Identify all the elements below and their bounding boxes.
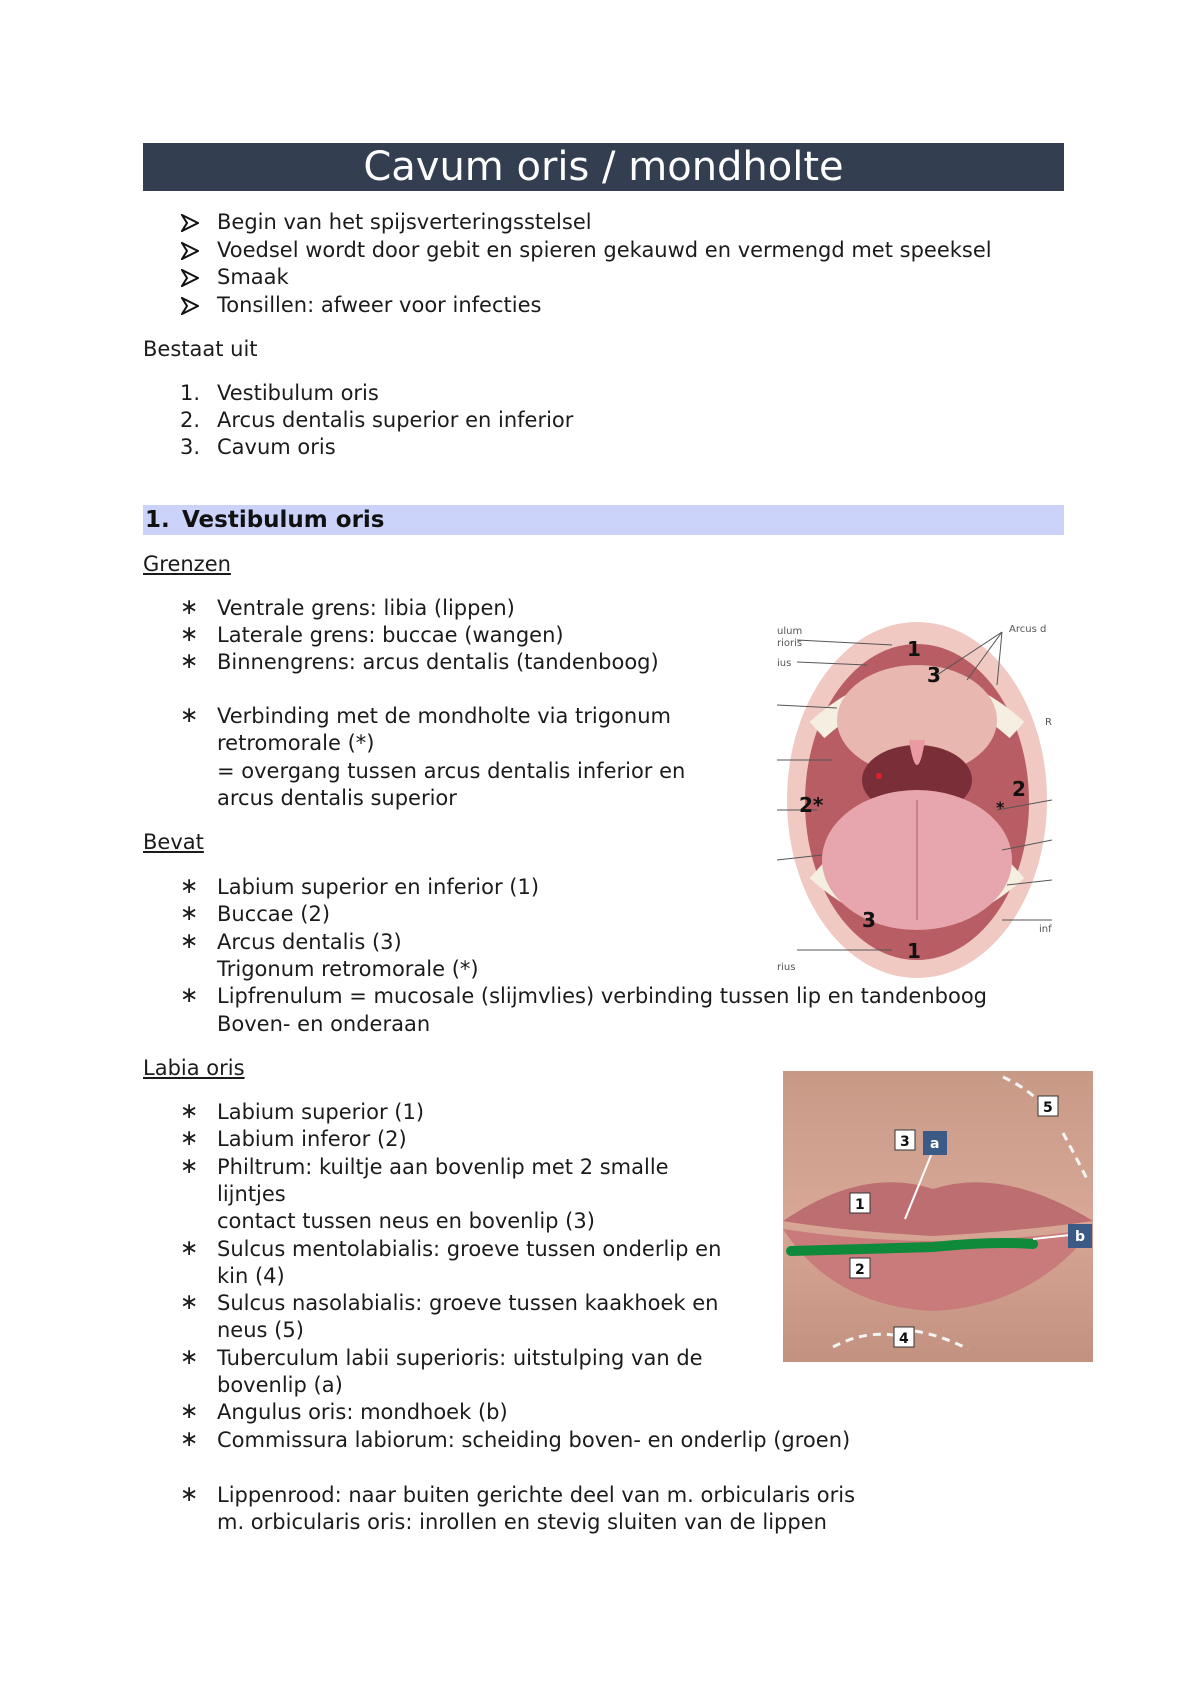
list-item: Vestibulum oris	[217, 381, 379, 405]
arrow-bullet-icon	[181, 297, 199, 315]
figure-label: 1	[907, 637, 921, 661]
asterisk-bullet-icon: ∗	[180, 1427, 199, 1452]
list-number: 1.	[180, 381, 201, 405]
list-item-continuation: contact tussen neus en bovenlip (3)	[217, 1209, 595, 1233]
list-item: Commissura labiorum: scheiding boven- en onderlip (groen)	[217, 1428, 851, 1452]
list-item: Laterale grens: buccae (wangen)	[217, 623, 564, 647]
list-item: Sulcus mentolabialis: groeve tussen onderlip en	[217, 1237, 722, 1261]
figure-label: 3	[927, 663, 941, 687]
figure-edge-text: R	[1045, 717, 1052, 728]
arrow-bullet-icon	[181, 269, 199, 287]
list-item: Labium superior en inferior (1)	[217, 875, 540, 899]
list-item: Tuberculum labii superioris: uitstulping van de	[217, 1346, 703, 1370]
asterisk-bullet-icon: ∗	[180, 1099, 199, 1124]
asterisk-bullet-icon: ∗	[180, 929, 199, 954]
figure-label: 3	[900, 1134, 910, 1150]
figure-label: 2	[1012, 777, 1026, 801]
section-heading	[143, 505, 1064, 535]
list-number: 2.	[180, 408, 201, 432]
bevat-heading: Bevat	[143, 830, 204, 854]
list-item: Ventrale grens: libia (lippen)	[217, 596, 515, 620]
labia-heading: Labia oris	[143, 1056, 245, 1080]
asterisk-bullet-icon: ∗	[180, 595, 199, 620]
asterisk-bullet-icon: ∗	[180, 622, 199, 647]
bestaat-uit-label: Bestaat uit	[143, 337, 258, 361]
figure-edge-text: ulum	[777, 626, 803, 637]
list-item: Cavum oris	[217, 435, 336, 459]
page-title: Cavum oris / mondholte	[143, 143, 1064, 191]
list-item: Verbinding met de mondholte via trigonum	[217, 704, 671, 728]
list-number: 3.	[180, 435, 201, 459]
figure-label: 2	[855, 1262, 865, 1278]
asterisk-bullet-icon: ∗	[180, 1290, 199, 1315]
list-item: Lipfrenulum = mucosale (slijmvlies) verbinding tussen lip en tandenboog	[217, 984, 988, 1008]
asterisk-bullet-icon: ∗	[180, 649, 199, 674]
open-mouth-illustration	[777, 620, 1052, 978]
figure-edge-text: Arcus d	[1009, 624, 1047, 635]
asterisk-bullet-icon: ∗	[180, 874, 199, 899]
asterisk-bullet-icon: ∗	[180, 901, 199, 926]
asterisk-bullet-icon: ∗	[180, 983, 199, 1008]
asterisk-bullet-icon: ∗	[180, 1345, 199, 1370]
list-item: Angulus oris: mondhoek (b)	[217, 1400, 508, 1424]
figure-edge-text: inf	[1039, 924, 1052, 935]
figure-label: 5	[1043, 1100, 1053, 1116]
figure-label: 3	[862, 908, 876, 932]
figure-label: *	[996, 798, 1005, 817]
list-item-continuation: Boven- en onderaan	[217, 1012, 431, 1036]
asterisk-bullet-icon: ∗	[180, 1154, 199, 1179]
list-item: Labium inferor (2)	[217, 1127, 407, 1151]
asterisk-bullet-icon: ∗	[180, 703, 199, 728]
list-item-continuation: kin (4)	[217, 1264, 285, 1288]
list-item: Binnengrens: arcus dentalis (tandenboog)	[217, 650, 659, 674]
list-item-continuation: bovenlip (a)	[217, 1373, 343, 1397]
list-item: Lippenrood: naar buiten gerichte deel van m. orbicularis oris	[217, 1483, 856, 1507]
asterisk-bullet-icon: ∗	[180, 1482, 199, 1507]
list-item: Arcus dentalis (3)	[217, 930, 402, 954]
figure-label: 1	[907, 939, 921, 963]
list-item: Philtrum: kuiltje aan bovenlip met 2 smalle	[217, 1155, 669, 1179]
intro-bullet: Smaak	[217, 265, 289, 289]
figure-edge-text: ius	[777, 658, 792, 669]
list-item-continuation: m. orbicularis oris: inrollen en stevig sluiten van de lippen	[217, 1510, 827, 1534]
asterisk-bullet-icon: ∗	[180, 1399, 199, 1424]
section-number: 1.	[145, 507, 170, 533]
list-item-continuation: neus (5)	[217, 1318, 304, 1342]
list-item: Sulcus nasolabialis: groeve tussen kaakhoek en	[217, 1291, 719, 1315]
list-item-continuation: retromorale (*)	[217, 731, 375, 755]
lips-photo	[783, 1071, 1093, 1362]
section-title: Vestibulum oris	[182, 507, 385, 533]
list-item: Labium superior (1)	[217, 1100, 425, 1124]
figure-label: a	[930, 1136, 940, 1152]
grenzen-heading: Grenzen	[143, 552, 231, 576]
figure-label: 2*	[799, 793, 824, 817]
list-item-continuation: arcus dentalis superior	[217, 786, 457, 810]
figure-edge-text: rioris	[777, 638, 803, 649]
list-item: Arcus dentalis superior en inferior	[217, 408, 574, 432]
figure-label: 4	[899, 1331, 909, 1347]
list-item-continuation: lijntjes	[217, 1182, 286, 1206]
figure-edge-text: rius	[777, 962, 796, 973]
figure-label: 1	[855, 1197, 865, 1213]
arrow-bullet-icon	[181, 214, 199, 232]
arrow-bullet-icon	[181, 242, 199, 260]
asterisk-bullet-icon: ∗	[180, 1126, 199, 1151]
list-item-continuation: Trigonum retromorale (*)	[217, 957, 479, 981]
list-item: Buccae (2)	[217, 902, 331, 926]
list-item-continuation: = overgang tussen arcus dentalis inferior en	[217, 759, 686, 783]
intro-bullet: Voedsel wordt door gebit en spieren gekauwd en vermengd met speeksel	[217, 238, 992, 262]
intro-bullet: Begin van het spijsverteringsstelsel	[217, 210, 592, 234]
figure-label: b	[1075, 1229, 1086, 1245]
asterisk-bullet-icon: ∗	[180, 1236, 199, 1261]
intro-bullet: Tonsillen: afweer voor infecties	[217, 293, 542, 317]
